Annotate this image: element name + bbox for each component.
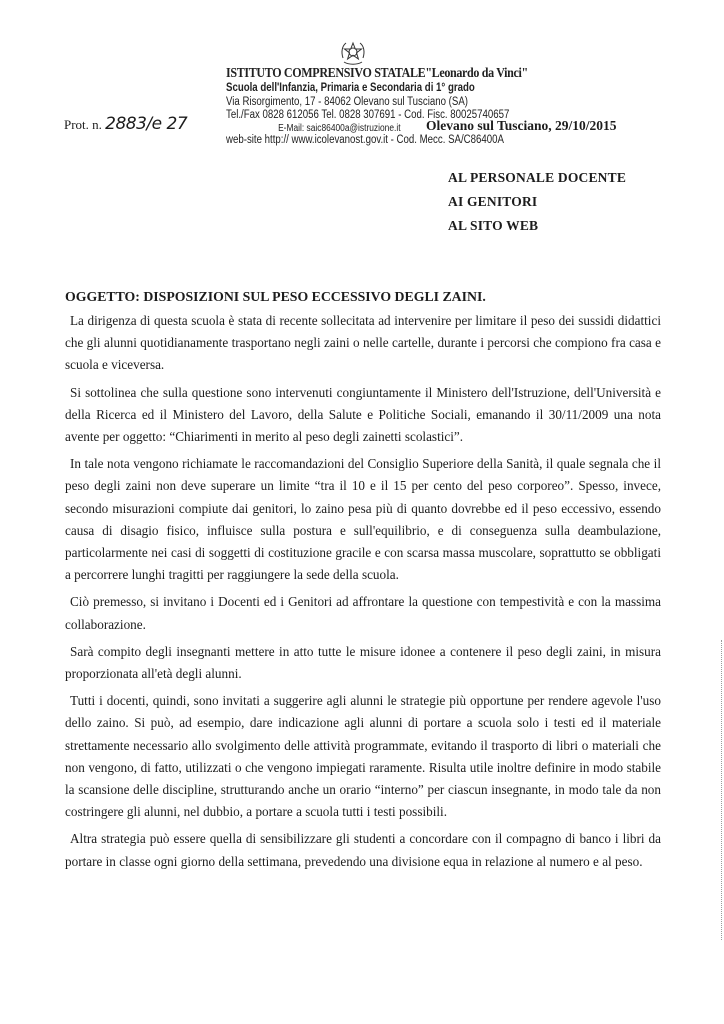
paragraph-teachers-duty: Sarà compito degli insegnanti mettere in atto tutte le misure idonee a contenere il peso degli zaini, in misura proporzionata all'età degli alunni. <box>65 643 661 682</box>
school-type: Scuola dell'Infanzia, Primaria e Secondaria di 1° grado <box>226 82 475 94</box>
paragraph-intro: La dirigenza di questa scuola è stata di recente sollecitata ad intervenire per limitare il peso dei sussidi didattici che gli alunni quotidianamente trasportano negli zaini o nelle cartelle, durante i percorsi che compiono fra casa e scuola e viceversa. <box>65 313 661 373</box>
place-date: Olevano sul Tusciano, 29/10/2015 <box>426 118 617 133</box>
recipient-website: AL SITO WEB <box>448 218 539 233</box>
protocol-number <box>64 114 187 134</box>
letterhead <box>226 66 556 147</box>
protocol-handwritten-number: 2883/e 27 <box>105 114 188 134</box>
paragraph-desk-mate: Altra strategia può essere quella di sensibilizzare gli studenti a concordare con il compagno di banco i libri da portare in classe ogni giorno della settimana, prevedendo una divisione equa in relazione al numero e al peso. <box>65 831 661 869</box>
school-phone: Tel./Fax 0828 612056 Tel. 0828 307691 - Cod. Fisc. 80025740657 <box>226 109 510 121</box>
protocol-label: Prot. n. <box>64 117 102 132</box>
school-website: web-site http:// www.icolevanost.gov.it - Cod. Mecc. SA/C86400A <box>226 133 504 146</box>
recipient-parents: AI GENITORI <box>448 194 538 209</box>
letter-body <box>65 310 661 878</box>
recipients-block <box>448 166 626 238</box>
school-address: Via Risorgimento, 17 - 84062 Olevano sul Tusciano (SA) <box>226 95 468 108</box>
school-email: E-Mail: saic86400a@istruzione.it <box>278 122 401 134</box>
subject-line: OGGETTO: DISPOSIZIONI SUL PESO ECCESSIVO DEGLI ZAINI. <box>65 289 486 304</box>
paragraph-invitation: Ciò premesso, si invitano i Docenti ed i Genitori ad affrontare la questione con tempestività e con la massima collaborazione. <box>65 594 661 632</box>
italian-republic-emblem-icon <box>338 38 368 68</box>
recipient-teachers: AL PERSONALE DOCENTE <box>448 170 627 185</box>
paragraph-strategies: Tutti i docenti, quindi, sono invitati a suggerire agli alunni le strategie più opportune per rendere agevole l'uso dello zaino. Si può, ad esempio, dare indicazione agli alunni di portare a scuola solo i testi ed il materiale strettamente necessario allo svolgimento delle attività programmate, evitando il trasporto di libri o materiali che non vengono, di fatto, utilizzati o che vengono impiegati raramente. Risulta utile inoltre definire in modo stabile la scansione delle discipline, strutturando anche un orario “interno” per ciascun insegnante, in modo tale da non costringere gli alunni, nel dubbio, a portare a scuola tutti i testi possibili. <box>65 693 661 820</box>
paragraph-health-council: In tale nota vengono richiamate le raccomandazioni del Consiglio Superiore della Sanità, il quale segnala che il peso degli zaini non deve superare un limite “tra il 10 e il 15 per cento del peso corporeo”. Spesso, invece, secondo misurazioni compiute dai genitori, lo zaino pesa più di quanto dovrebbe ed il peso eccessivo, essendo causa di disagio fisico, influisce sulla postura e sull'equilibrio, e di conseguenza sulla deambulazione, particolarmente nei casi di soggetti di costituzione gracile e con scarsa massa muscolare, soprattutto se obbligati a percorrere lunghi tragitti per raggiungere la sede della scuola. <box>65 456 661 583</box>
paragraph-ministry-note: Si sottolinea che sulla questione sono intervenuti congiuntamente il Ministero dell'Istruzione, dell'Università e della Ricerca ed il Ministero del Lavoro, della Salute e Politiche Sociali, emanando il 30/11/2009 una nota avente per oggetto: “Chiarimenti in merito al peso degli zainetti scolastici”. <box>65 384 661 445</box>
school-name: ISTITUTO COMPRENSIVO STATALE"Leonardo da Vinci" <box>226 66 528 81</box>
